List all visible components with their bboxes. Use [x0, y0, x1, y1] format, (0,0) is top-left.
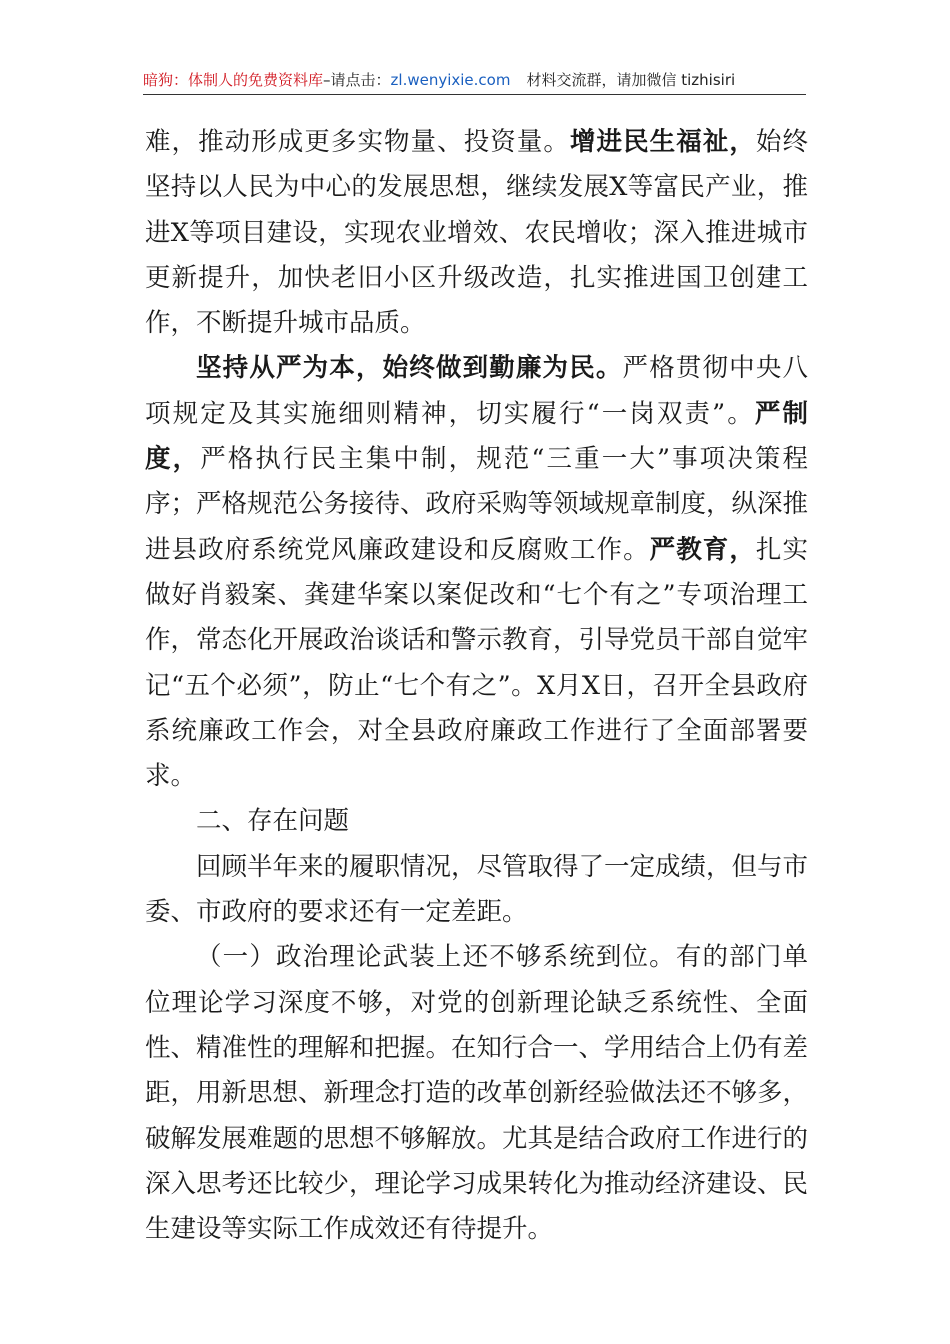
- paragraph-livelihood: [145, 120, 808, 346]
- header-brand: 暗狗：体制人的免费资料库: [143, 71, 324, 89]
- header-link[interactable]: zl.wenyixie.com: [390, 71, 511, 89]
- p1-text-1: 难，推动形成更多实物量、投资量。: [145, 127, 570, 157]
- p2-bold-1: 坚持从严为本，始终做到勤廉为民。: [196, 353, 623, 384]
- p1-bold-1: 增进民生福祉，: [569, 127, 756, 157]
- p2-text-1: 严格贯彻中央八项规定及其实施细则精神，切实履行“一岗双责”。: [145, 353, 808, 429]
- p4-subheading: （一）政治理论武装上还不够系统到位。: [196, 942, 676, 973]
- paragraph-theory: [145, 935, 808, 1252]
- p4-text: 有的部门单位理论学习深度不够，对党的创新理论缺乏系统性、全面性、精准性的理解和把握。在知行合一、学用结合上仍有差距，用新思想、新理念打造的改革创新经验做法还不够多，破解发展难题的思想不够解放。尤其是结合政府工作进行的深入思考还比较少，理论学习成果转化为推动经济建设、民生建设等实际工作成效还有待提升。: [145, 942, 809, 1245]
- section-heading-problems: 二、存在问题: [196, 806, 350, 837]
- p2-bold-3: 严教育，: [649, 534, 756, 565]
- header-prompt: –请点击：: [323, 71, 391, 89]
- header-divider: [143, 94, 806, 95]
- paragraph-integrity: [145, 346, 808, 799]
- p2-text-3: 扎实做好肖毅案、龚建华案以案促改和“七个有之”专项治理工作，常态化开展政治谈话和警示教育，引导党员干部自觉牢记“五个必须”，防止“七个有之”。X月X日，召开全县政府系统廉政工作会，对全县政府廉政工作进行了全面部署要求。: [145, 534, 809, 792]
- header-contact: 材料交流群，请加微信 tizhisiri: [526, 71, 736, 89]
- p1-text-2: 始终坚持以人民为中心的发展思想，继续发展X等富民产业，推进X等项目建设，实现农业增效、农民增收；深入推进城市更新提升，加快老旧小区升级改造，扎实推进国卫创建工作，不断提升城市品质。: [145, 127, 808, 339]
- page-header: [143, 68, 806, 92]
- document-body: [145, 120, 808, 1252]
- p2-bold-2: 严制度，: [145, 398, 808, 475]
- p2-text-2: 严格执行民主集中制，规范“三重一大”事项决策程序；严格规范公务接待、政府采购等领域规章制度，纵深推进县政府系统党风廉政建设和反腐败工作。: [145, 444, 809, 565]
- paragraph-review: 回顾半年来的履职情况，尽管取得了一定成绩，但与市委、市政府的要求还有一定差距。: [145, 851, 809, 928]
